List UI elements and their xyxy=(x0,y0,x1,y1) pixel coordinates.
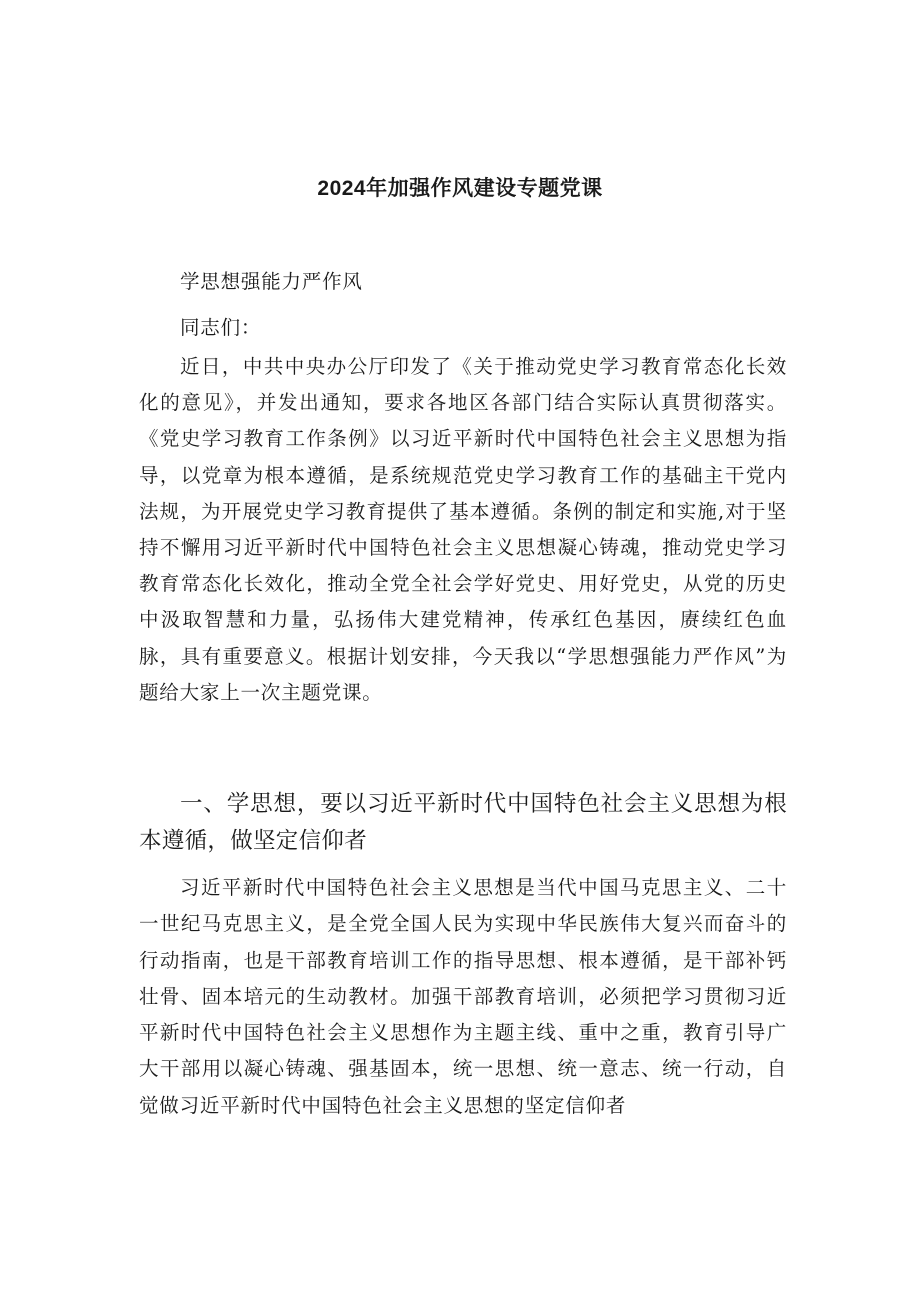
section-heading: 一、学思想，要以习近平新时代中国特色社会主义思想为根本遵循，做坚定信仰者 xyxy=(139,791,787,854)
section-paragraph: 习近平新时代中国特色社会主义思想是当代中国马克思主义、二十一世纪马克思主义，是全党全国人民为实现中华民族伟大复兴而奋斗的行动指南，也是干部教育培训工作的指导思想、根本遵循，是干部补钙壮骨、固本培元的生动教材。加强干部教育培训，必须把学习贯彻习近平新时代中国特色社会主义思想作为主题主线、重中之重，教育引导广大干部用以凝心铸魂、强基固本，统一思想、统一意志、统一行动，自觉做习近平新时代中国特色社会主义思想的坚定信仰者 xyxy=(139,876,787,1117)
document-title: 2024年加强作风建设专题党课 xyxy=(317,177,603,200)
salutation: 同志们： xyxy=(180,316,262,339)
document-subtitle: 学思想强能力严作风 xyxy=(180,270,363,293)
intro-paragraph: 近日，中共中央办公厅印发了《关于推动党史学习教育常态化长效化的意见》，并发出通知，要求各地区各部门结合实际认真贯彻落实。《党史学习教育工作条例》以习近平新时代中国特色社会主义思想为指导，以党章为根本遵循，是系统规范党史学习教育工作的基础主干党内法规，为开展党史学习教育提供了基本遵循。条例的制定和实施,对于坚持不懈用习近平新时代中国特色社会主义思想凝心铸魂，推动党史学习教育常态化长效化，推动全党全社会学好党史、用好党史，从党的历史中汲取智慧和力量，弘扬伟大建党精神，传承红色基因，赓续红色血脉，具有重要意义。根据计划安排，今天我以“学思想强能力严作风”为题给大家上一次主题党课。 xyxy=(139,355,787,704)
